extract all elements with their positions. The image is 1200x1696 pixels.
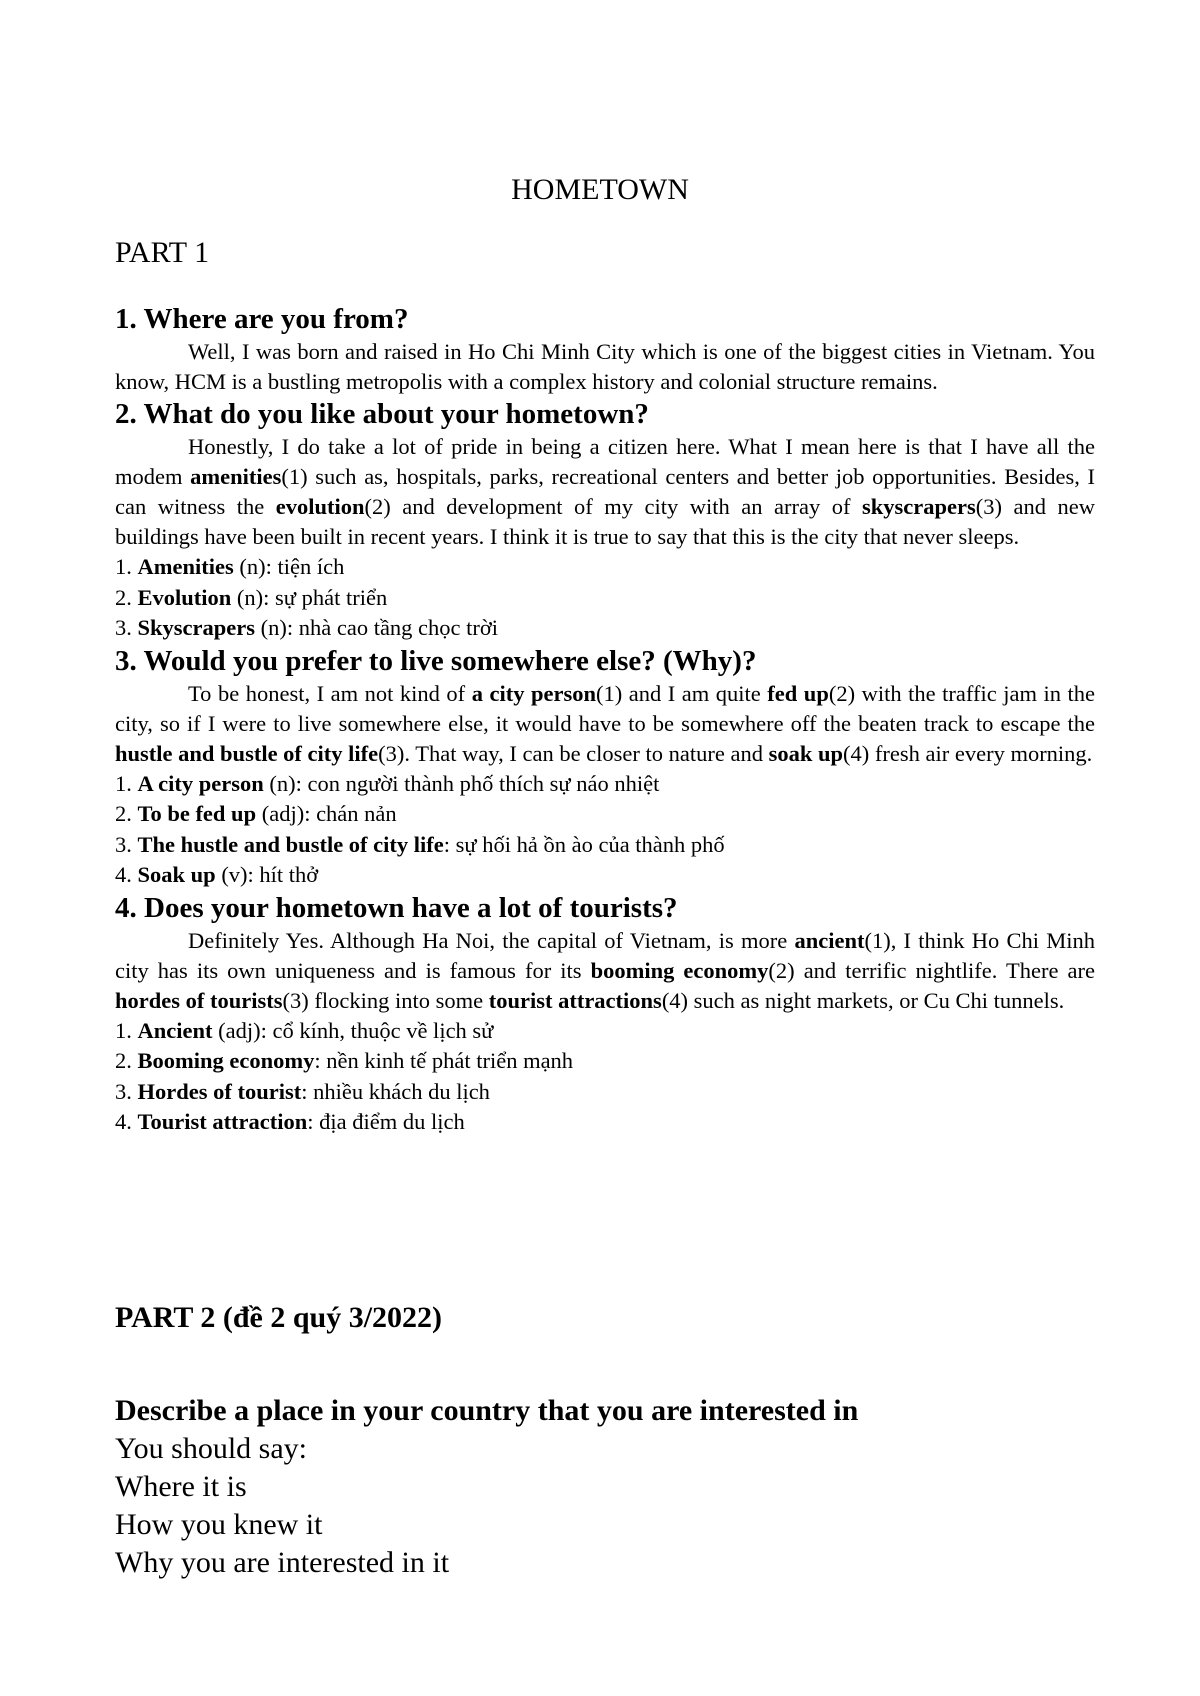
vocab-item	[115, 1016, 1095, 1047]
vocab-definition: (n): nhà cao tầng chọc trời	[255, 615, 499, 640]
vocab-term: A city person	[137, 770, 264, 796]
vocab-term: Soak up	[137, 862, 216, 887]
question-heading: 3. Would you prefer to live somewhere else? (Why)?	[115, 644, 757, 677]
key-term: amenities	[190, 464, 282, 489]
vocab-number: 3.	[115, 831, 138, 857]
cue-line: Why you are interested in it	[115, 1546, 450, 1579]
cue-line: How you knew it	[115, 1508, 323, 1541]
answer-text: (2) with the traffic jam in the city, so if I were to live somewhere else, it would have to be somewhere off the beaten track to escape the	[115, 680, 1095, 736]
answer-paragraph	[115, 679, 1095, 769]
key-term: a city person	[471, 680, 596, 706]
vocab-definition: : nền kinh tế phát triển mạnh	[314, 1048, 574, 1073]
vocab-item	[115, 860, 1095, 891]
vocab-term: Skyscrapers	[137, 615, 255, 640]
vocab-term: Hordes of tourist	[137, 1078, 302, 1104]
vocab-term: Booming economy	[137, 1048, 315, 1073]
key-term: skyscrapers	[862, 494, 976, 519]
key-term: soak up	[768, 740, 844, 766]
answer-text: (3). That way, I can be closer to nature and	[378, 740, 769, 766]
vocab-term: The hustle and bustle of city life	[137, 831, 444, 857]
cue-line: You should say:	[115, 1432, 307, 1465]
part2-task	[115, 1392, 1115, 1582]
answer-text: (1) such as, hospitals, parks, recreational centers and better job opportunities. Besides, I can witness the	[115, 464, 1095, 519]
key-term: hordes of tourists	[115, 987, 283, 1013]
vocab-number: 1.	[115, 770, 138, 796]
part2-heading: PART 2 (đề 2 quý 3/2022)	[115, 1301, 443, 1334]
vocab-term: Tourist attraction	[137, 1109, 308, 1134]
vocab-term: To be fed up	[137, 801, 257, 826]
answer-text: (4) fresh air every morning.	[843, 740, 1093, 766]
vocab-definition: : địa điểm du lịch	[307, 1109, 465, 1134]
vocab-definition: (n): tiện ích	[233, 554, 345, 579]
vocab-definition: (adj): cổ kính, thuộc về lịch sử	[212, 1017, 494, 1043]
vocab-item	[115, 613, 1095, 644]
vocab-term: Amenities	[137, 554, 234, 579]
question-heading: 1. Where are you from?	[115, 303, 409, 335]
vocab-number: 4.	[115, 862, 138, 887]
vocab-definition: : sự hối hả ồn ào của thành phố	[443, 831, 725, 857]
vocab-number: 2.	[115, 801, 138, 826]
document-title: HOMETOWN	[511, 173, 689, 206]
answer-text: Honestly, I do take a lot of pride in being a citizen here. What I mean here is that I have all the modem	[115, 434, 1095, 489]
vocab-number: 4.	[115, 1109, 138, 1134]
answer-text: (4) such as night markets, or Cu Chi tunnels.	[661, 987, 1065, 1013]
vocab-number: 1.	[115, 554, 138, 579]
answer-text: (2) and development of my city with an array of	[364, 494, 862, 519]
vocab-number: 2.	[115, 584, 138, 610]
key-term: tourist attractions	[488, 987, 662, 1013]
vocab-item	[115, 769, 1095, 800]
key-term: hustle and bustle of city life	[115, 740, 379, 766]
vocab-number: 3.	[115, 1078, 138, 1104]
question-heading: 2. What do you like about your hometown?	[115, 398, 649, 430]
vocab-item	[115, 1077, 1095, 1108]
part1-questions	[115, 302, 1095, 1138]
vocab-definition: (v): hít thở	[215, 862, 319, 887]
vocab-term: Ancient	[137, 1017, 213, 1043]
answer-text: To be honest, I am not kind of	[188, 680, 472, 706]
vocab-item	[115, 799, 1095, 830]
vocab-term: Evolution	[137, 584, 232, 610]
vocab-item	[115, 1107, 1095, 1138]
key-term: ancient	[794, 927, 865, 953]
vocab-definition: (n): sự phát triển	[231, 584, 388, 610]
vocab-number: 2.	[115, 1048, 138, 1073]
answer-paragraph	[115, 926, 1095, 1016]
vocab-number: 1.	[115, 1017, 138, 1043]
answer-text: (3) flocking into some	[282, 987, 489, 1013]
question-heading: 4. Does your hometown have a lot of tourists?	[115, 891, 678, 924]
task-title: Describe a place in your country that you are interested in	[115, 1394, 859, 1427]
vocab-number: 3.	[115, 615, 138, 640]
answer-paragraph	[115, 337, 1095, 397]
answer-text: (2) and terrific nightlife. There are	[768, 957, 1096, 983]
answer-paragraph	[115, 432, 1095, 552]
answer-text: (1) and I am quite	[595, 680, 768, 706]
answer-text: (3) and new buildings have been built in recent years. I think it is true to say that this is the city that never sleeps.	[115, 494, 1095, 549]
key-term: booming economy	[590, 957, 769, 983]
vocab-item	[115, 830, 1095, 861]
vocab-item	[115, 583, 1095, 614]
vocab-definition: (adj): chán nản	[256, 801, 397, 826]
vocab-definition: (n): con người thành phố thích sự náo nhiệt	[263, 770, 660, 796]
vocab-item	[115, 1046, 1095, 1077]
vocab-item	[115, 552, 1095, 583]
answer-text: (1), I think Ho Chi Minh city has its own uniqueness and is famous for its	[115, 927, 1095, 983]
answer-text: Well, I was born and raised in Ho Chi Minh City which is one of the biggest cities in Vietnam. You know, HCM is a bustling metropolis with a complex history and colonial structure remains.	[115, 339, 1095, 394]
cue-line: Where it is	[115, 1470, 247, 1503]
key-term: evolution	[275, 494, 365, 519]
vocab-definition: : nhiều khách du lịch	[301, 1078, 490, 1104]
part1-heading: PART 1	[115, 236, 210, 269]
key-term: fed up	[767, 680, 829, 706]
answer-text: Definitely Yes. Although Ha Noi, the capital of Vietnam, is more	[188, 927, 795, 953]
